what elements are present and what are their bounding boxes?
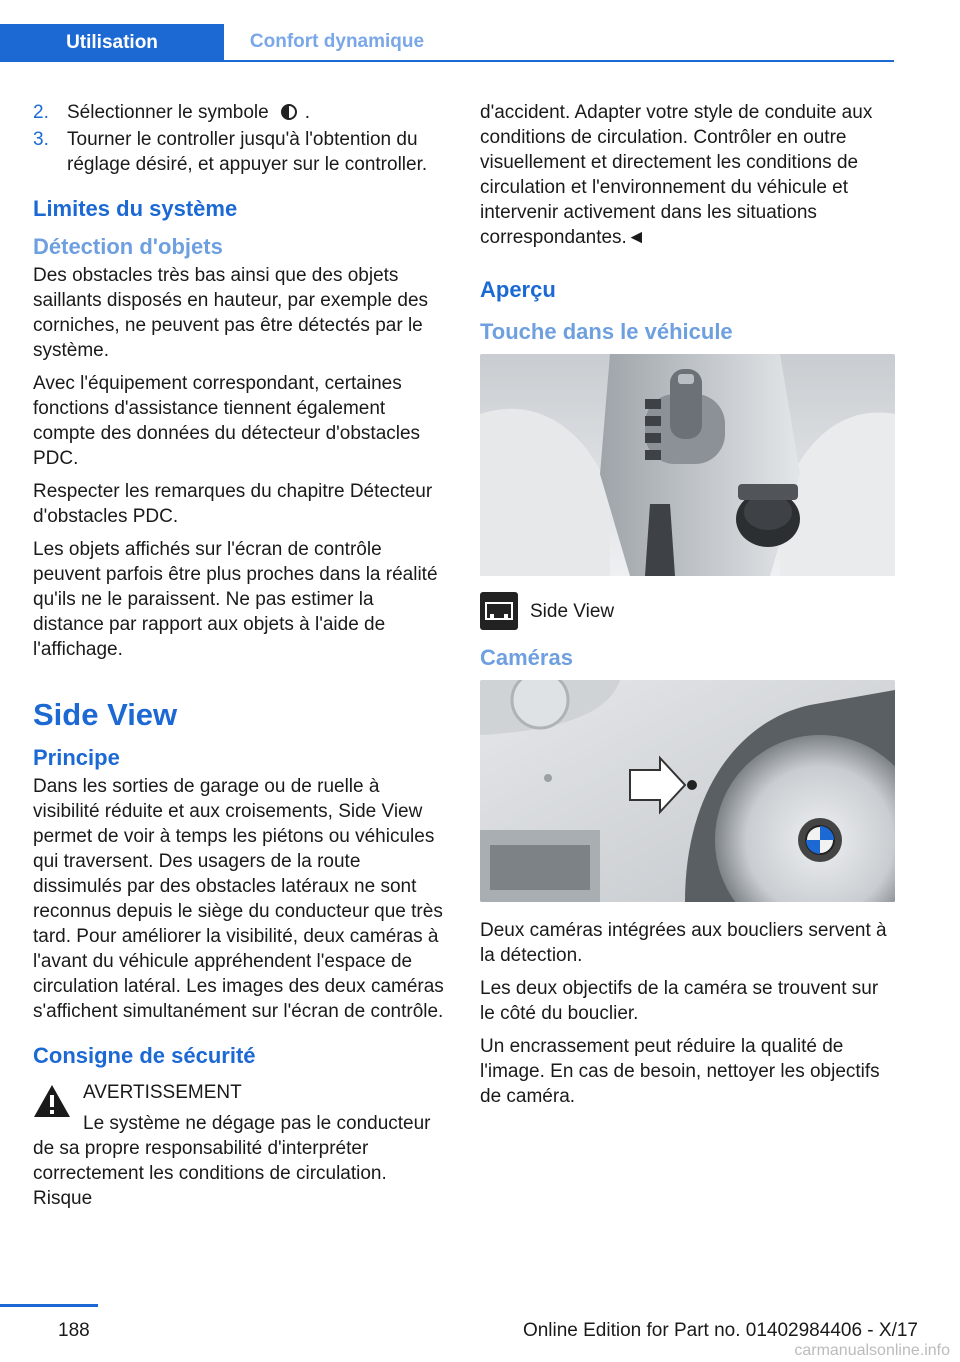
detection-heading: Détection d'objets	[33, 234, 223, 259]
warning-continued: d'accident. Adapter votre style de conduite aux conditions de circulation. Contrôler en outre visuellement et directement les conditions de circulation et l'environnement du véhicule et intervenir activement dans les situations correspondantes.◄	[480, 102, 873, 248]
camera-paragraph: Un encrassement peut réduire la qualité de l'image. En cas de besoin, nettoyer les objectifs de caméra.	[480, 1036, 880, 1107]
warning-block	[33, 1080, 448, 1211]
step-2	[33, 100, 448, 125]
detection-paragraph: Des obstacles très bas ainsi que des objets saillants disposés en hauteur, par exemple des corniches, ne peuvent pas être détectés par le système.	[33, 265, 429, 361]
step-3	[33, 127, 448, 177]
side-view-button-legend	[480, 592, 895, 630]
warning-triangle-icon	[33, 1084, 71, 1118]
page-number: 188	[58, 1320, 90, 1341]
detection-paragraph: Les objets affichés sur l'écran de contrôle peuvent parfois être plus proches dans la réalité qu'ils ne le paraissent. Ne pas estimer la distance par rapport aux objets à l'aide de l'affichage.	[33, 539, 438, 660]
detection-paragraph: Avec l'équipement correspondant, certaines fonctions d'assistance tiennent également compte des données du détecteur d'obstacles PDC.	[33, 373, 421, 469]
step-text	[67, 100, 448, 125]
side-view-heading: Side View	[33, 697, 178, 732]
warning-title: AVERTISSEMENT	[83, 1082, 242, 1103]
camera-paragraph: Deux caméras intégrées aux boucliers servent à la détection.	[480, 920, 887, 966]
apercu-heading: Aperçu	[480, 277, 556, 302]
step-text-before: Sélectionner le symbole	[67, 102, 269, 123]
step-text: Tourner le controller jusqu'à l'obtention du réglage désiré, et appuyer sur le controller.	[67, 129, 428, 175]
limits-heading: Limites du système	[33, 196, 238, 221]
left-column	[33, 100, 448, 1219]
camera-paragraph: Les deux objectifs de la caméra se trouvent sur le côté du bouclier.	[480, 978, 879, 1024]
right-column	[480, 100, 895, 1117]
chapter-header	[0, 24, 894, 62]
step-number: 3.	[33, 129, 49, 150]
footer-rule	[0, 1304, 98, 1307]
edition-text: Online Edition for Part no. 01402984406 - X/17	[522, 1320, 918, 1341]
warning-text: Le système ne dégage pas le conducteur de sa propre responsabilité d'interpréter correctement les conditions de circulation. Risque	[33, 1113, 431, 1209]
principe-heading: Principe	[33, 745, 120, 770]
consigne-heading: Consigne de sécurité	[33, 1043, 256, 1068]
tab-confort-dynamique[interactable]: Confort dynamique	[249, 31, 425, 52]
contrast-icon	[281, 104, 297, 120]
camera-location-image	[480, 680, 895, 902]
side-view-button-label: Side View	[530, 600, 615, 622]
step-number: 2.	[33, 102, 49, 123]
principe-paragraph: Dans les sorties de garage ou de ruelle à visibilité réduite et aux croisements, Side View permet de voir à temps les piétons ou véhicules qui traversent. Des usagers de la route dissimulés par des obstacles latéraux ne sont reconnus depuis le siège du conducteur que très tard. Pour améliorer la visibilité, deux caméras à l'avant du véhicule appréhendent l'espace de circulation latéral. Les images des deux caméras s'affichent simultanément sur l'écran de contrôle.	[33, 776, 444, 1022]
center-console-image	[480, 354, 895, 576]
cameras-heading: Caméras	[480, 645, 573, 670]
touche-heading: Touche dans le véhicule	[480, 319, 733, 344]
tab-utilisation[interactable]: Utilisation	[0, 24, 224, 62]
side-view-button-icon	[480, 592, 518, 630]
detection-paragraph: Respecter les remarques du chapitre Détecteur d'obstacles PDC.	[33, 481, 433, 527]
watermark: carmanualsonline.info	[794, 1342, 950, 1359]
header-rule	[0, 60, 894, 62]
step-text-after: .	[304, 102, 310, 123]
